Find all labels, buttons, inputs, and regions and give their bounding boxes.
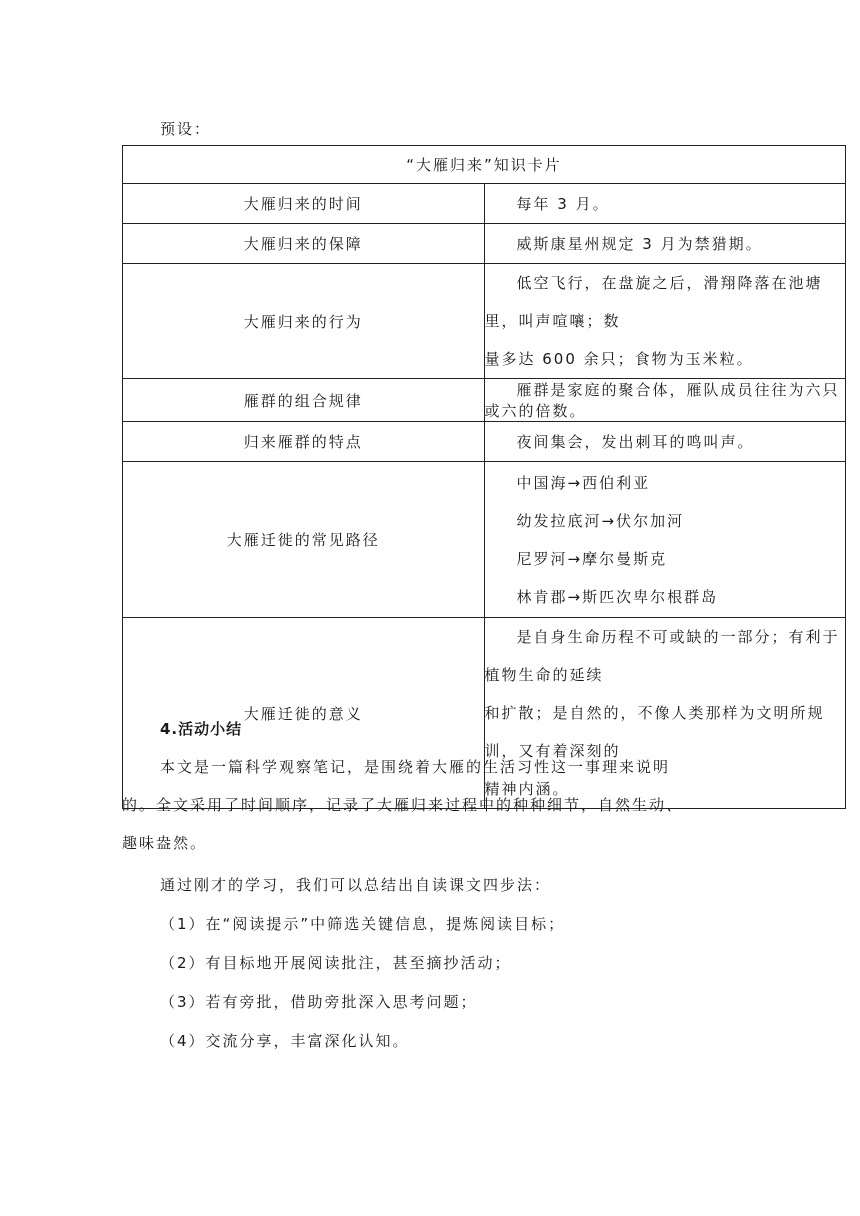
step-item: （3）若有旁批，借助旁批深入思考问题； — [160, 993, 478, 1011]
preset-label: 预设： — [160, 120, 212, 138]
summary-paragraph-line: 本文是一篇科学观察笔记，是围绕着大雁的生活习性这一事理来说明 — [160, 758, 671, 776]
row-content-line: 是自身生命历程不可或缺的一部分；有利于植物生命的延续 — [484, 628, 840, 684]
section-heading: 4.活动小结 — [160, 720, 243, 738]
route-item: 林肯郡→斯匹次卑尔根群岛 — [516, 587, 719, 606]
row-content-line: 量多达 600 余只；食物为玉米粒。 — [484, 350, 754, 368]
knowledge-card-table — [122, 145, 846, 809]
table-title: “大雁归来”知识卡片 — [123, 146, 846, 184]
row-content: 雁群是家庭的聚合体，雁队成员往往为六只或六的倍数。 — [484, 379, 846, 422]
row-label: 大雁归来的行为 — [123, 264, 485, 379]
row-label: 归来雁群的特点 — [123, 422, 485, 462]
row-label: 大雁迁徙的常见路径 — [123, 462, 485, 618]
summary-paragraph-line: 趣味盎然。 — [122, 834, 208, 852]
row-label: 雁群的组合规律 — [123, 379, 485, 422]
table-row — [123, 379, 846, 422]
row-content — [484, 618, 846, 809]
table-row — [123, 618, 846, 809]
table-row — [123, 422, 846, 462]
row-content-line: 和扩散；是自然的，不像人类那样为文明所规训，又有着深刻的 — [484, 704, 825, 760]
table-row — [123, 184, 846, 224]
table-row — [123, 224, 846, 264]
route-item: 尼罗河→摩尔曼斯克 — [516, 549, 668, 568]
route-list — [484, 462, 846, 618]
row-label: 大雁归来的保障 — [123, 224, 485, 264]
table-row — [123, 264, 846, 379]
step-item: （2）有目标地开展阅读批注，甚至摘抄活动； — [160, 954, 512, 972]
row-content: 每年 3 月。 — [484, 184, 846, 224]
step-item: （1）在“阅读提示”中筛选关键信息，提炼阅读目标； — [160, 915, 566, 933]
row-label: 大雁迁徙的意义 — [123, 618, 485, 809]
summary-intro: 通过刚才的学习，我们可以总结出自读课文四步法： — [160, 876, 552, 894]
row-label: 大雁归来的时间 — [123, 184, 485, 224]
step-item: （4）交流分享，丰富深化认知。 — [160, 1032, 410, 1050]
table-row — [123, 462, 846, 618]
row-content-line: 精神内涵。 — [484, 780, 570, 798]
row-content — [484, 264, 846, 379]
summary-paragraph-line: 的。全文采用了时间顺序，记录了大雁归来过程中的种种细节，自然生动、 — [122, 796, 684, 814]
row-content-line: 低空飞行，在盘旋之后，滑翔降落在池塘里，叫声喧嚷；数 — [484, 274, 823, 330]
route-item: 幼发拉底河→伏尔加河 — [516, 511, 685, 530]
table-title-row — [123, 146, 846, 184]
row-content: 威斯康星州规定 3 月为禁猎期。 — [484, 224, 846, 264]
row-content: 夜间集会，发出刺耳的鸣叫声。 — [484, 422, 846, 462]
route-item: 中国海→西伯利亚 — [516, 473, 651, 492]
